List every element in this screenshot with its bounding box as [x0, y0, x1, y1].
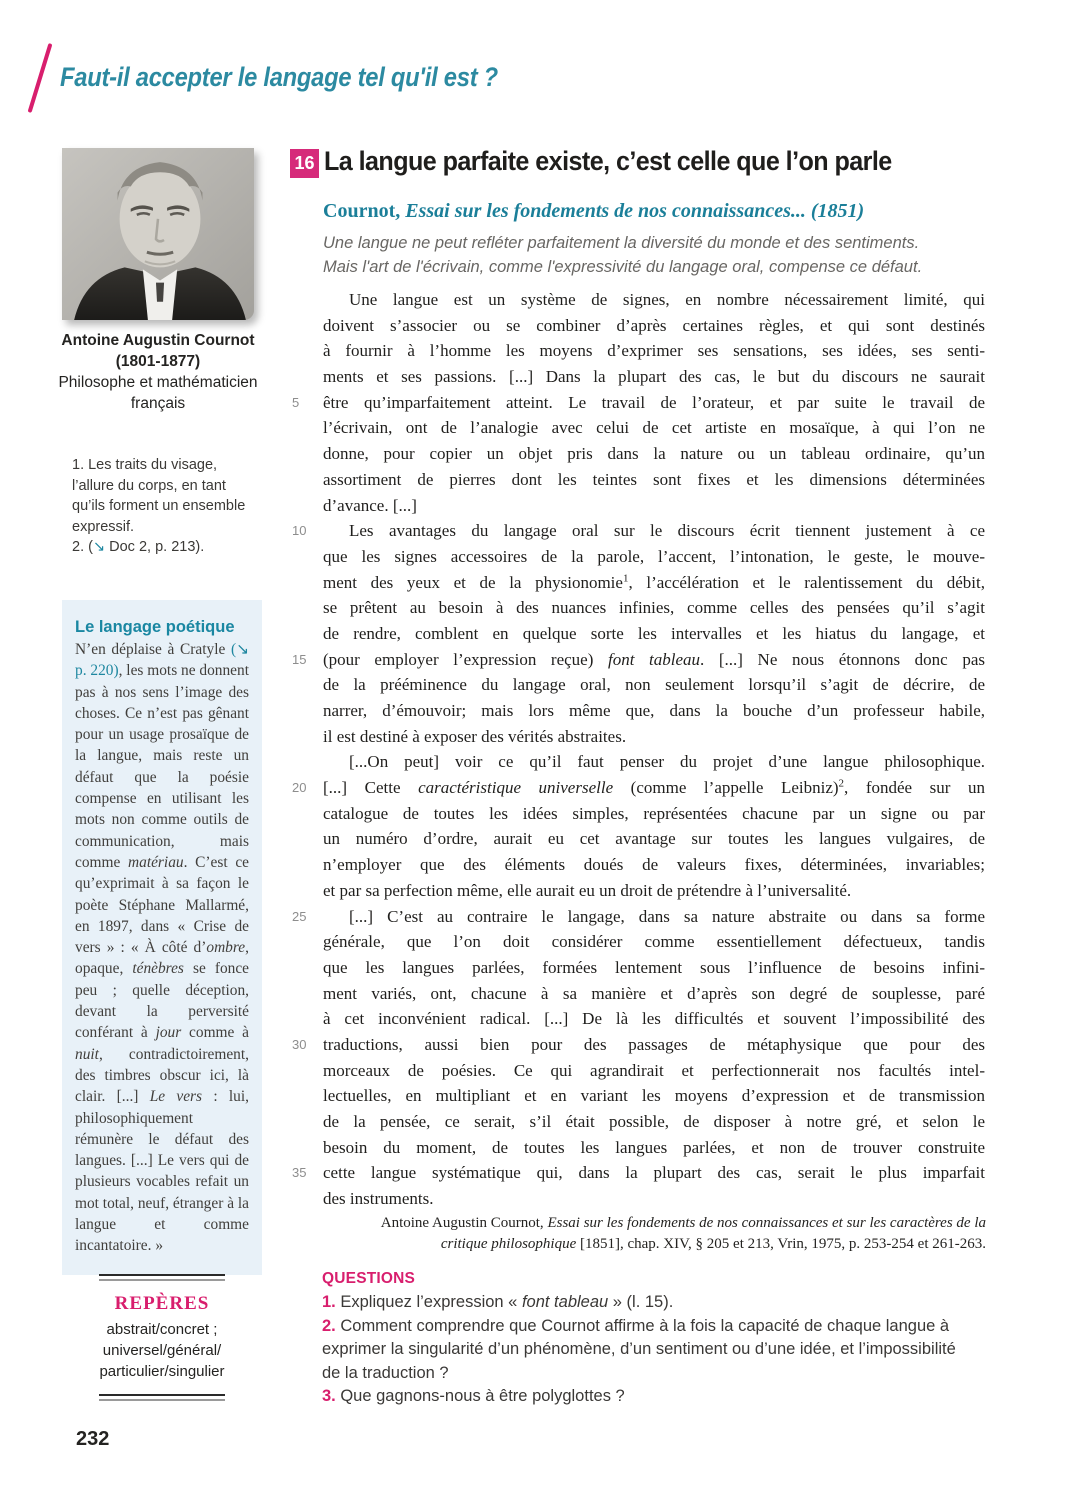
- line-number: 20: [292, 780, 307, 796]
- text-line: que les signes accessoires de la parole, l’accent, l’intonation, le geste, le mouve-: [323, 546, 985, 566]
- text-line: doivent s’associer ou se combiner d’après certaines règles, et qui sont destinés: [323, 315, 985, 335]
- text-line: 10 Les avantages du langage oral sur le discours écrit tiennent justement à ce: [323, 518, 985, 544]
- text-line: assortiment de pierres dont les teintes sont fixes et les dimensions déterminées: [323, 469, 985, 489]
- reperes-top-rule: [99, 1274, 225, 1281]
- reperes-item: abstrait/concret ;: [106, 1321, 218, 1338]
- text-line: l’écrivain, ont de l’analogie avec celui de cet artiste en mosaïque, à qui l’on ne: [323, 418, 985, 438]
- text-line: besoin du moment, de toutes les langues parlées, et non de trouver construite: [323, 1137, 985, 1157]
- chapter-question-title: Faut-il accepter le langage tel qu'il est ?: [60, 62, 498, 92]
- questions-section: [322, 1270, 972, 1409]
- page-number: 232: [76, 1428, 110, 1450]
- line-number: 10: [292, 523, 307, 539]
- text-line: morceaux de poésies. Ce qui agrandirait et perfectionnerait nos facultés intel-: [323, 1060, 985, 1080]
- text-line: à fournir à l’homme les moyens d’exprimer ses sensations, ses idées, ses senti-: [323, 341, 985, 361]
- source-author: Cournot,: [323, 200, 406, 222]
- text-line: de la prééminence du langage oral, non seulement lorsqu’il s’agit de décrire, de: [323, 675, 985, 695]
- intro-summary-line: Une langue ne peut refléter parfaitement la diversité du monde et des sentiments.: [323, 234, 920, 252]
- text-line: 15 (pour employer l’expression reçue) font tableau. [...] Ne nous étonnons donc pas: [323, 647, 985, 673]
- text-line: Une langue est un système de signes, en nombre nécessairement limité, qui: [349, 290, 985, 309]
- text-line: 20 [...] Cette caractéristique universelle (comme l’appelle Leibniz)$^2$, fondée sur un: [323, 775, 985, 801]
- info-box-body: N’en déplaise à Cratyle (↘ p. 220), les mots ne donnent pas à nos sens l’image des choses. Ce n’est pas gênant pour un usage prosaïque de la langue, mais reste un défaut que la poésie compense en utilisant les mots non comme outils de communication, mais comme matériau. C’est ce qu’exprimait à sa façon le poète Stéphane Mallarmé, en 1897, dans « Crise de vers » : « À côté d’ombre, opaque, ténèbres se fonce peu ; quelle déception, devant la perversité conférant à jour comme à nuit, contradictoirement, des timbres obscur ici, là clair. [...] Le vers : lui, philosophiquement rémunère le défaut des langues. [...] Le vers qui de plusieurs vocables refait un mot total, neuf, étranger à la langue et comme incantatoire. »: [75, 641, 250, 1255]
- reperes-item: universel/général/: [102, 1342, 222, 1359]
- text-line: se prêtent au besoin à des nuances infinies, comme celles des pensées qu’il s’agit: [323, 598, 985, 618]
- source-line: [323, 200, 864, 223]
- document-number-badge: 16: [290, 149, 319, 178]
- questions-list: [322, 1291, 972, 1409]
- line-number: 5: [292, 394, 300, 410]
- text-line: ment des yeux et de la physionomie$^1$, l’accélération et le ralentissement du débit,: [323, 571, 985, 592]
- text-line: il est destiné à exposer des vérités abstraites.: [323, 726, 627, 746]
- text-line: d’avance. [...]: [323, 495, 417, 515]
- questions-title: QUESTIONS: [322, 1270, 416, 1287]
- question-number: 2.: [322, 1316, 336, 1335]
- text-line: des instruments.: [323, 1189, 434, 1209]
- text-line: de rendre, comblent en quelque sorte les intervalles et les hiatus du langage, et: [323, 623, 985, 643]
- text-line: 30 traductions, aussi bien pour des passages de métaphysique que pour des: [323, 1032, 985, 1058]
- reperes-section: [62, 1274, 262, 1401]
- portrait-caption-name: Antoine Augustin Cournot (1801-1877): [61, 332, 255, 370]
- intro-summary: [323, 231, 993, 279]
- portrait-photo: [62, 148, 254, 320]
- line-number: 25: [292, 908, 307, 924]
- reperes-items: [62, 1319, 262, 1382]
- question-number: 3.: [322, 1387, 336, 1405]
- text-line: catalogue de toutes les idées simples, représentées chacune par un signe ou par: [323, 803, 985, 823]
- portrait-caption: [50, 330, 266, 414]
- question-item: 2. Comment comprendre que Cournot affirme à la fois la capacité de chaque langue à exprimer la singularité d’un phénomène, d’un sentiment ou d’une idée, et l’impossibilité de la traduction ?: [322, 1316, 956, 1382]
- document-header: [290, 146, 934, 178]
- text-line: 25 [...] C’est au contraire le langage, dans sa nature abstraite ou dans sa forme: [323, 904, 985, 930]
- line-number: 35: [292, 1165, 307, 1181]
- pink-slash-decoration: [28, 43, 53, 113]
- source-citation: Antoine Augustin Cournot, Essai sur les fondements de nos connaissances et sur les caractères de la critique philosophique [1851], chap. XIV, § 205 et 213, Vrin, 1975, p. 253-254 et 261-263.: [380, 1215, 986, 1252]
- document-title: La langue parfaite existe, c’est celle que l’on parle: [324, 146, 892, 176]
- text-line: un numéro d’ordre, aurait eu cet avantage sur toutes les langues vulgaires, de: [323, 829, 985, 849]
- footnotes: [72, 455, 254, 558]
- intro-summary-line: Mais l'art de l'écrivain, comme l'expressivité du langage oral, compense ce défaut.: [323, 258, 923, 276]
- text-line: 35 cette langue systématique qui, dans la plupart des cas, serait le plus imparfait: [323, 1160, 985, 1186]
- source-work-title: Essai sur les fondements de nos connaissances... (1851): [405, 200, 865, 222]
- text-line: n’employer que des éléments doués de valeurs fixes, déterminées, invariables;: [323, 855, 985, 875]
- text-line: ment variés, ont, chacune à sa manière et d’après son degré de souplesse, paré: [323, 983, 985, 1003]
- portrait-illustration: [62, 148, 254, 320]
- portrait-caption-role: Philosophe et mathématicien français: [58, 374, 258, 412]
- text-line: générale, que l’on doit considérer comme essentiellement défectueux, tandis: [323, 932, 985, 952]
- question-number: 1.: [322, 1293, 336, 1311]
- reperes-item: particulier/singulier: [99, 1363, 225, 1380]
- poetic-language-box: [62, 600, 262, 1275]
- question-item: 1. Expliquez l’expression « font tableau » (l. 15).: [322, 1293, 674, 1311]
- text-line: et par sa perfection même, elle aurait eu un droit de prétendre à l’universalité.: [323, 880, 852, 900]
- text-line: de la pensée, ce serait, s’il était possible, de disposer à notre gré, et selon le: [323, 1112, 985, 1131]
- text-line: à cet inconvénient radical. [...] De là les difficultés et souvent l’impossibilité des: [323, 1009, 985, 1029]
- text-line: ments et ses passions. [...] Dans la plupart des cas, le but du discours ne saurait: [323, 367, 985, 387]
- text-line: [...On peut] voir ce qu’il faut penser du projet d’une langue philosophique.: [349, 752, 985, 772]
- text-line: que les langues parlées, formées lentement sous l’influence de besoins infini-: [323, 957, 985, 977]
- question-item: 3. Que gagnons-nous à être polyglottes ?: [322, 1387, 625, 1405]
- text-line: 5 être qu’imparfaitement atteint. Le travail de l’orateur, et par suite le travail de: [323, 390, 985, 416]
- main-text: [292, 287, 985, 1212]
- text-line: lectuelles, en multipliant et en variant les moyens d’expression et de transmission: [323, 1086, 985, 1106]
- info-box-title: Le langage poétique: [75, 618, 235, 636]
- chapter-header: [38, 46, 558, 114]
- reperes-title: REPÈRES: [114, 1293, 210, 1314]
- line-number: 30: [292, 1036, 307, 1052]
- footnote: 2. (↘ Doc 2, p. 213).: [72, 539, 205, 555]
- footnote: 1. Les traits du visage, l’allure du corps, en tant qu’ils forment un ensemble expressif.: [72, 457, 246, 535]
- text-line: donne, pour copier un objet pris dans la nature ou un tableau ordinaire, qu’un: [323, 444, 985, 464]
- text-line: narrer, d’émouvoir; mais lors même que, dans la bouche d’un professeur habile,: [323, 701, 985, 720]
- reperes-bottom-rule: [99, 1394, 225, 1401]
- line-number: 15: [292, 651, 307, 667]
